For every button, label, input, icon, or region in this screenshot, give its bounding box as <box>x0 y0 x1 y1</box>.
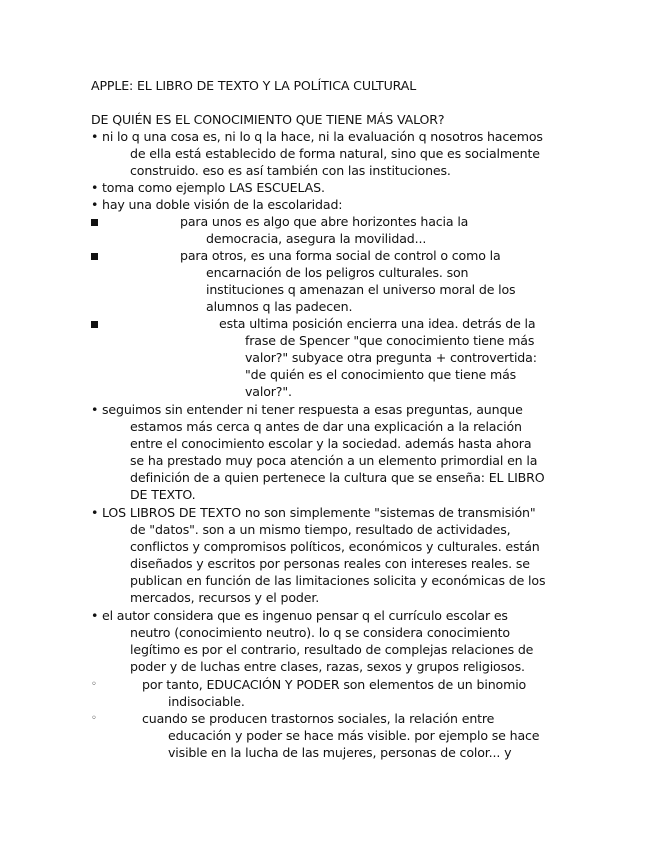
square-bullet-icon <box>91 321 98 328</box>
hollow-bullet-icon: ◦ <box>91 679 97 690</box>
item-text-line: de "datos". son a un mismo tiempo, resultado de actividades, <box>130 522 511 537</box>
item-text-line: por tanto, EDUCACIÓN Y PODER son elementos de un binomio <box>142 677 527 692</box>
item-text-line: legítimo es por el contrario, resultado de complejas relaciones de <box>130 642 534 657</box>
bullet-dot-icon: • <box>91 505 99 520</box>
item-text-line: instituciones q amenazan el universo moral de los <box>206 282 516 297</box>
item-text-line: DE TEXTO. <box>130 487 196 502</box>
doc-question-heading: DE QUIÉN ES EL CONOCIMIENTO QUE TIENE MÁS VALOR? <box>91 112 445 127</box>
item-text-line: publican en función de las limitaciones solicita y económicas de los <box>130 573 546 588</box>
item-text-line: valor?". <box>245 384 292 399</box>
item-text-line: esta ultima posición encierra una idea. detrás de la <box>219 316 536 331</box>
item-text-line: hay una doble visión de la escolaridad: <box>102 197 343 212</box>
bullet-dot-icon: • <box>91 197 99 212</box>
item-text-line: frase de Spencer "que conocimiento tiene más <box>245 333 535 348</box>
item-text-line: seguimos sin entender ni tener respuesta a esas preguntas, aunque <box>102 402 523 417</box>
item-text-line: cuando se producen trastornos sociales, la relación entre <box>142 711 495 726</box>
item-text-line: educación y poder se hace más visible. por ejemplo se hace <box>168 728 540 743</box>
bullet-dot-icon: • <box>91 129 99 144</box>
item-text-line: visible en la lucha de las mujeres, personas de color... y <box>168 745 512 760</box>
item-text-line: el autor considera que es ingenuo pensar q el currículo escolar es <box>102 608 508 623</box>
bullet-dot-icon: • <box>91 608 99 623</box>
bullet-dot-icon: • <box>91 180 99 195</box>
item-text-line: conflictos y compromisos políticos, económicos y culturales. están <box>130 539 540 554</box>
item-text-line: entre el conocimiento escolar y la sociedad. además hasta ahora <box>130 436 532 451</box>
item-text-line: construido. eso es así también con las instituciones. <box>130 163 451 178</box>
square-bullet-icon <box>91 219 98 226</box>
bullet-dot-icon: • <box>91 402 99 417</box>
item-text-line: alumnos q las padecen. <box>206 299 353 314</box>
item-text-line: encarnación de los peligros culturales. son <box>206 265 469 280</box>
item-text-line: mercados, recursos y el poder. <box>130 590 320 605</box>
hollow-bullet-icon: ◦ <box>91 713 97 724</box>
item-text-line: indisociable. <box>168 694 245 709</box>
square-bullet-icon <box>91 253 98 260</box>
item-text-line: ni lo q una cosa es, ni lo q la hace, ni la evaluación q nosotros hacemos <box>102 129 543 144</box>
item-text-line: democracia, asegura la movilidad... <box>206 231 427 246</box>
item-text-line: para otros, es una forma social de control o como la <box>180 248 501 263</box>
item-text-line: de ella está establecido de forma natural, sino que es socialmente <box>130 146 540 161</box>
item-text-line: estamos más cerca q antes de dar una explicación a la relación <box>130 419 522 434</box>
item-text-line: toma como ejemplo LAS ESCUELAS. <box>102 180 325 195</box>
item-text-line: neutro (conocimiento neutro). lo q se considera conocimiento <box>130 625 510 640</box>
item-text-line: para unos es algo que abre horizontes hacia la <box>180 214 469 229</box>
doc-title: APPLE: EL LIBRO DE TEXTO Y LA POLÍTICA CULTURAL <box>91 78 417 93</box>
item-text-line: poder y de luchas entre clases, razas, sexos y grupos religiosos. <box>130 659 525 674</box>
item-text-line: se ha prestado muy poca atención a un elemento primordial en la <box>130 453 538 468</box>
item-text-line: "de quién es el conocimiento que tiene más <box>245 367 517 382</box>
item-text-line: definición de a quien pertenece la cultura que se enseña: EL LIBRO <box>130 470 545 485</box>
item-text-line: diseñados y escritos por personas reales con intereses reales. se <box>130 556 530 571</box>
item-text-line: valor?" subyace otra pregunta + controvertida: <box>245 350 537 365</box>
item-text-line: LOS LIBROS DE TEXTO no son simplemente "sistemas de transmisión" <box>102 505 536 520</box>
